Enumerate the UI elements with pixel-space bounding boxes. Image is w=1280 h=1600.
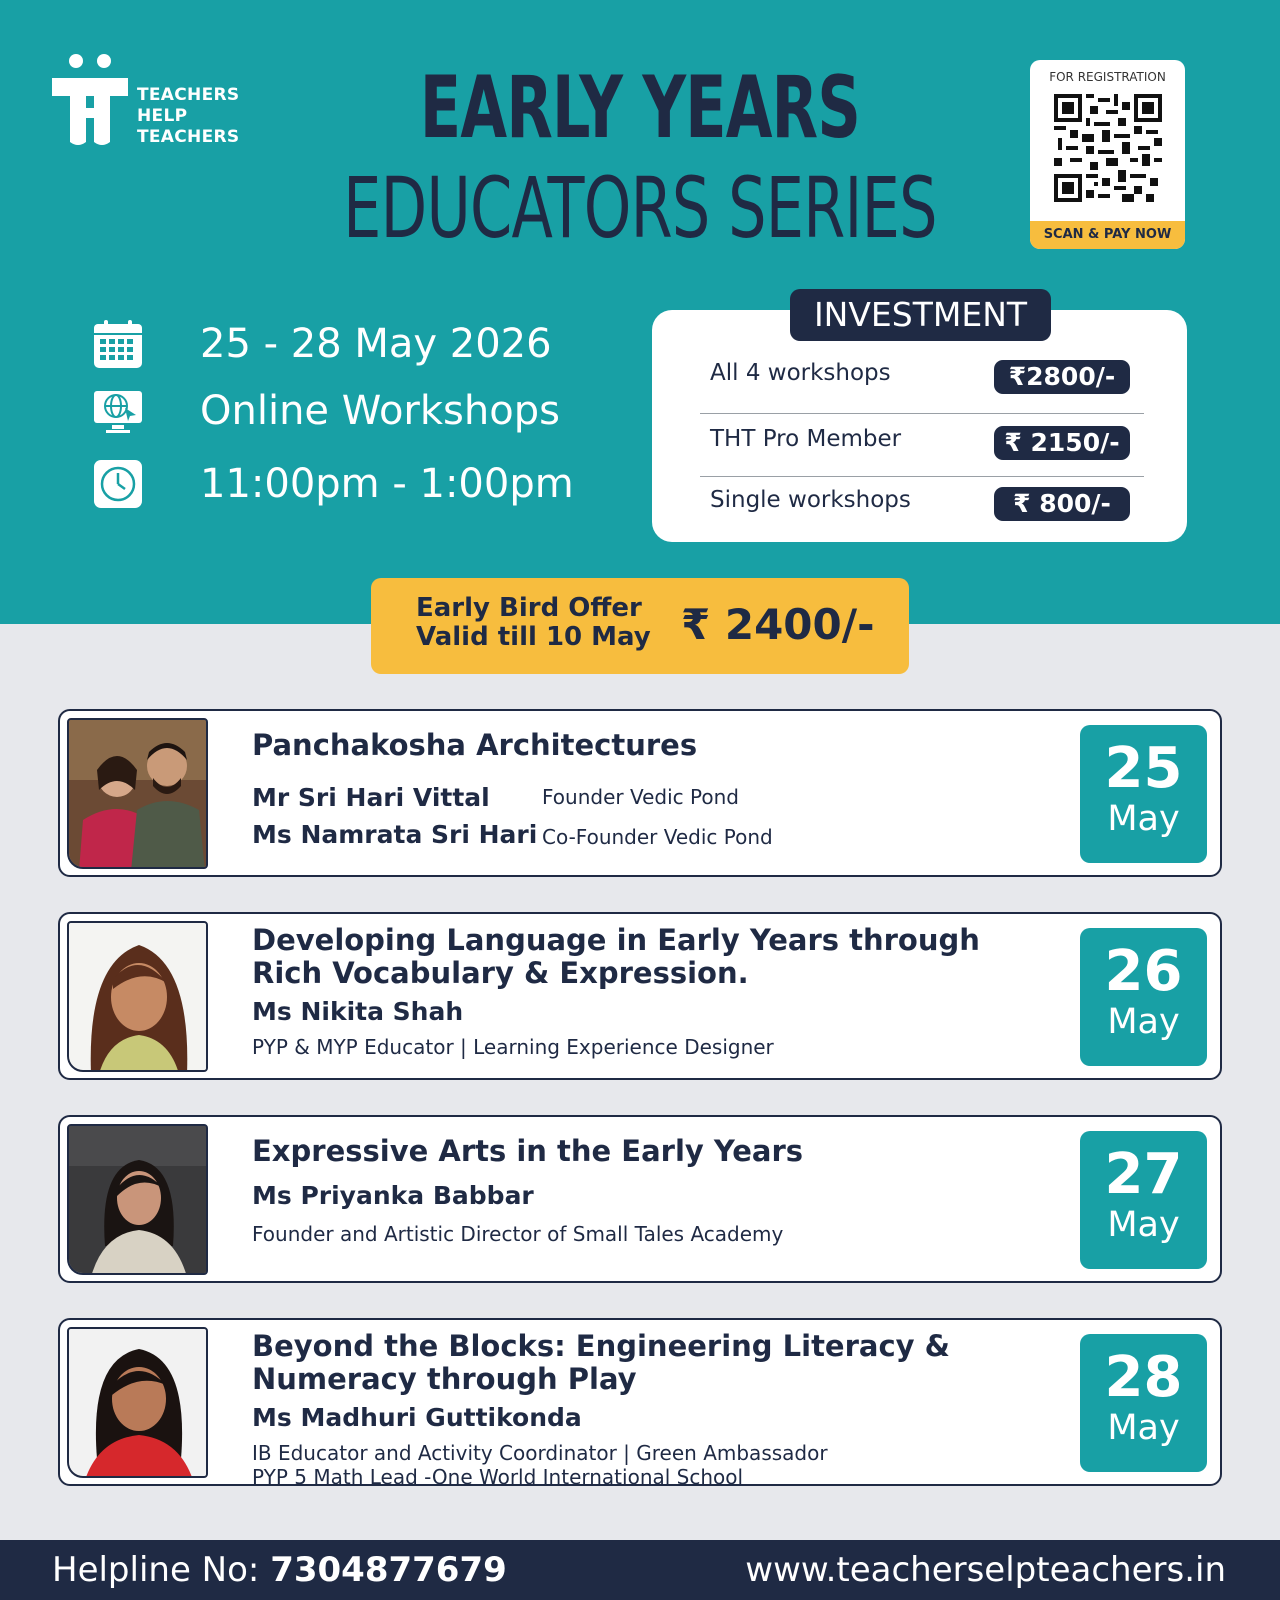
qr-code-icon[interactable] [1054,94,1162,202]
date-day: 25 [1104,736,1183,801]
dates-text: 25 - 28 May 2026 [200,321,552,367]
page-title-line-2: EDUCATORS SERIES [343,159,937,257]
date-month: May [1107,799,1180,839]
early-bird-line-2: Valid till 10 May [416,622,651,652]
website-link[interactable]: www.teacherselpteachers.in [745,1550,1226,1590]
early-bird-text [416,594,651,652]
workshop-title-line-2: Numeracy through Play [252,1362,637,1396]
calendar-icon [92,318,144,370]
workshop-title-line-1: Developing Language in Early Years through [252,923,980,957]
time-text: 11:00pm - 1:00pm [200,461,574,507]
registration-label: FOR REGISTRATION [1049,70,1166,84]
speaker-name: Ms Priyanka Babbar [252,1181,534,1210]
workshop-card [58,1115,1222,1283]
workshop-date [1080,1131,1207,1269]
speaker-name: Ms Namrata Sri Hari [252,820,538,849]
speaker-photo [67,1124,208,1275]
speaker-role: Founder and Artistic Director of Small Tales Academy [252,1222,784,1246]
speaker-role-line-2: PYP 5 Math Lead -One World International School [252,1465,744,1489]
page-title-line-1: EARLY YEARS [419,58,861,158]
date-month: May [1107,1408,1180,1448]
investment-row-all [700,346,1144,406]
investment-price: ₹2800/- [994,360,1130,394]
investment-price: ₹ 2150/- [994,426,1130,460]
helpline-label: Helpline No: [52,1550,271,1590]
brand-line-2: HELP [137,106,188,126]
workshop-card [58,912,1222,1080]
speaker-role-line-1: IB Educator and Activity Coordinator | Green Ambassador [252,1441,828,1465]
workshop-date [1080,1334,1207,1472]
investment-label: THT Pro Member [710,426,902,452]
workshop-card [58,1318,1222,1489]
speaker-photo [67,921,208,1072]
scan-pay-button[interactable]: SCAN & PAY NOW [1030,221,1185,249]
investment-row-pro [700,412,1144,472]
date-month: May [1107,1002,1180,1042]
date-day: 27 [1104,1142,1183,1207]
workshop-date [1080,725,1207,863]
date-day: 26 [1104,939,1183,1004]
speaker-photo [67,1327,208,1478]
speaker-role: Co-Founder Vedic Pond [542,825,773,849]
footer [0,1540,1280,1600]
workshop-title-line-1: Beyond the Blocks: Engineering Literacy & [252,1329,950,1363]
workshop-title: Expressive Arts in the Early Years [252,1134,804,1168]
workshop-title: Panchakosha Architectures [252,728,698,762]
investment-price: ₹ 800/- [994,487,1130,521]
speaker-name: Mr Sri Hari Vittal [252,783,490,812]
helpline-number[interactable]: 7304877679 [270,1550,507,1590]
investment-card [652,310,1187,542]
early-bird-price: ₹ 2400/- [681,600,875,649]
helpline [52,1548,507,1592]
investment-label: All 4 workshops [710,360,891,386]
investment-heading: INVESTMENT [790,289,1051,341]
workshop-date [1080,928,1207,1066]
investment-label: Single workshops [710,487,911,513]
clock-icon [92,458,144,510]
workshop-title-line-2: Rich Vocabulary & Expression. [252,956,749,990]
investment-row-single [700,473,1144,533]
brand-line-3: TEACHERS [137,127,240,147]
date-month: May [1107,1205,1180,1245]
registration-qr-card[interactable] [1030,60,1185,249]
logo-figure-icon [52,52,132,152]
early-bird-banner [371,578,909,674]
workshop-card [58,709,1222,877]
speaker-photo [67,718,208,869]
early-bird-line-1: Early Bird Offer [416,593,642,623]
speaker-role: Founder Vedic Pond [542,785,739,809]
speaker-name: Ms Nikita Shah [252,997,464,1026]
online-globe-icon [92,385,144,437]
speaker-role: PYP & MYP Educator | Learning Experience Designer [252,1035,774,1059]
speaker-name: Ms Madhuri Guttikonda [252,1403,582,1432]
date-day: 28 [1104,1345,1183,1410]
mode-text: Online Workshops [200,388,560,434]
brand-line-1: TEACHERS [137,85,240,105]
